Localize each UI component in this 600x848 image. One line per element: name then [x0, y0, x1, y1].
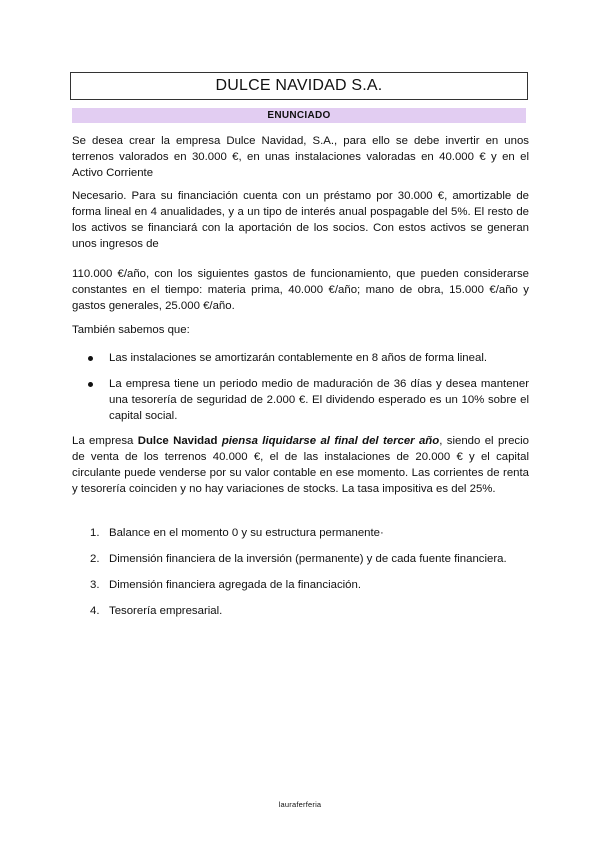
item-text: Dimensión financiera agregada de la financiación.: [109, 579, 362, 591]
list-item: [72, 577, 529, 593]
bullet-list: [72, 350, 529, 424]
list-item: [72, 551, 529, 567]
section-heading: ENUNCIADO: [72, 108, 526, 123]
item-number: 2.: [90, 553, 100, 565]
item-number: 4.: [90, 605, 100, 617]
paragraph-income: 110.000 €/año, con los siguientes gastos de funcionamiento, que pueden considerarse constantes en el tiempo: materia prima, 40.000 €/año; mano de obra, 15.000 €/año y gastos generales, 25.000 €/año.: [72, 268, 529, 312]
paragraph-also-known: También sabemos que:: [72, 324, 190, 336]
footer-author: lauraferferia: [278, 800, 322, 809]
bullet-text: La empresa tiene un periodo medio de maduración de 36 días y desea mantener una tesorería de seguridad de 2.000 €. El dividendo esperado es un 10% sobre el capital social.: [109, 378, 529, 422]
list-item: [72, 603, 529, 619]
item-text: Tesorería empresarial.: [109, 605, 223, 617]
list-item: [72, 376, 529, 424]
text-run: La empresa: [72, 435, 138, 447]
paragraph-liquidation: [72, 433, 529, 497]
questions-list: [72, 525, 529, 619]
item-text: Balance en el momento 0 y su estructura permanente·: [109, 527, 384, 539]
bullet-text: Las instalaciones se amortizarán contablemente en 8 años de forma lineal.: [109, 352, 488, 364]
paragraph-financing: Necesario. Para su financiación cuenta con un préstamo por 30.000 €, amortizable de forma lineal en 4 anualidades, y a un tipo de interés anual pospagable del 5%. El resto de los activos se financiará con la aportación de los socios. Con estos activos se generan unos ingresos de: [72, 190, 529, 250]
company-name-bold: Dulce Navidad: [137, 435, 218, 447]
item-number: 1.: [90, 527, 100, 539]
list-item: [72, 525, 529, 541]
text-run: , siendo el precio de venta de los terrenos 40.000 €, el de las instalaciones de 20.000 € y el capital circulante puede venderse por su valor contable en ese momento. Las corrientes de renta y tesorería coinciden y no hay variaciones de stocks. La tasa impositiva es del 25%.: [72, 435, 529, 495]
item-text: Dimensión financiera de la inversión (permanente) y de cada fuente financiera.: [109, 553, 507, 565]
bullet-icon: [88, 356, 93, 361]
liquidation-emphasis: piensa liquidarse al final del tercer año: [221, 435, 440, 447]
bullet-icon: [88, 382, 93, 387]
item-number: 3.: [90, 579, 100, 591]
document-title: DULCE NAVIDAD S.A.: [70, 72, 528, 100]
list-item: [72, 350, 529, 366]
paragraph-intro: Se desea crear la empresa Dulce Navidad, S.A., para ello se debe invertir en unos terrenos valorados en 30.000 €, en unas instalaciones valoradas en 40.000 € y en el Activo Corriente: [72, 135, 529, 179]
